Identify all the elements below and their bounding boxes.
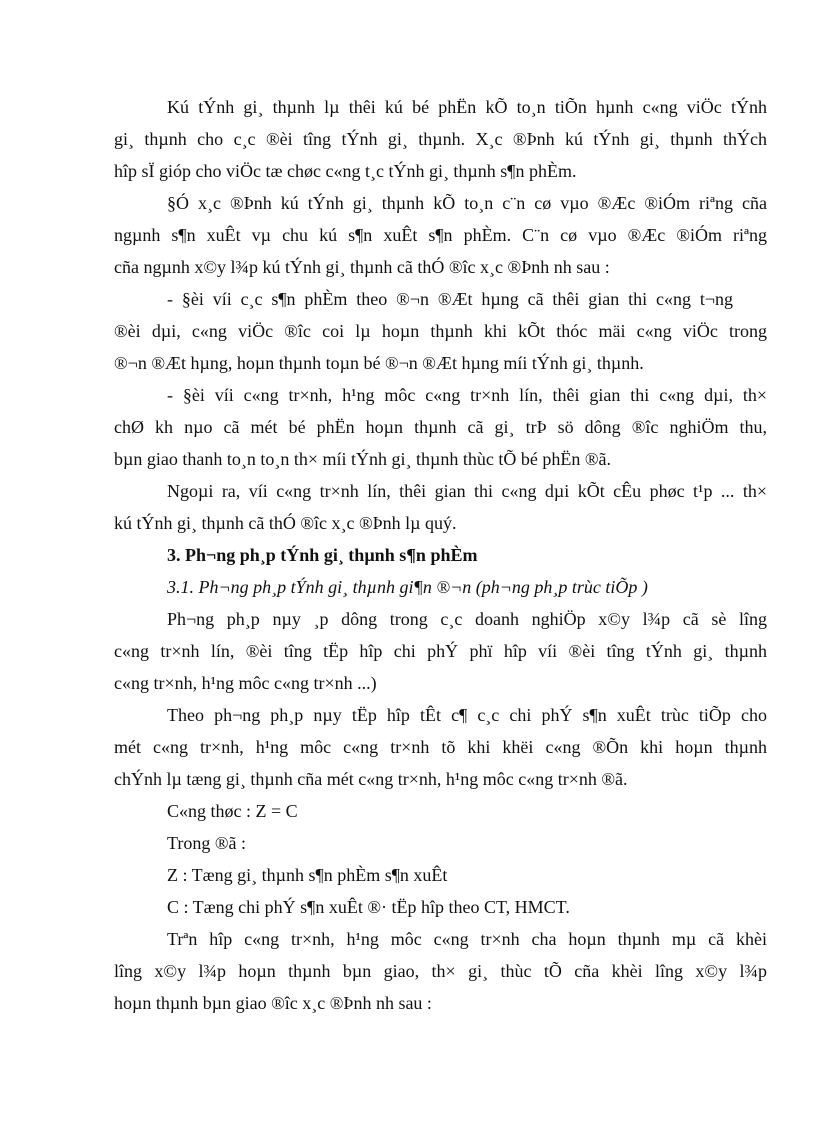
paragraph-line: c«ng tr×nh, h¹ng môc c«ng tr×nh ...) <box>114 673 377 693</box>
paragraph-line: Trong ®ã : <box>167 833 247 853</box>
paragraph-line: ngµnh s¶n xuÊt vµ chu kú s¶n xuÊt s¶n phÈm. C¨n cø vµo ®Æc ®iÓm riªng <box>114 225 767 245</box>
paragraph-line: c«ng tr×nh lín, ®èi tîng tËp hîp chi phÝ phï hîp víi ®èi tîng tÝnh gi¸ thµnh <box>114 641 767 661</box>
formula-line: C«ng thøc : Z = C <box>167 801 298 821</box>
paragraph-line: - §èi víi c«ng tr×nh, h¹ng môc c«ng tr×nh lín, thêi gian thi c«ng dµi, th× <box>167 385 767 405</box>
paragraph-line: cña ngµnh x©y l¾p kú tÝnh gi¸ thµnh cã thÓ ®îc x¸c ®Þnh nh sau : <box>114 257 610 277</box>
paragraph-line: kú tÝnh gi¸ thµnh cã thÓ ®îc x¸c ®Þnh lµ quý. <box>114 513 457 533</box>
definition-line: Z : Tæng gi¸ thµnh s¶n phÈm s¶n xuÊt <box>167 865 448 885</box>
paragraph-line: chÝnh lµ tæng gi¸ thµnh cña mét c«ng tr×nh, h¹ng môc c«ng tr×nh ®ã. <box>114 769 628 789</box>
paragraph-line: bµn giao thanh to¸n to¸n th× míi tÝnh gi¸ thµnh thùc tÕ bé phËn ®ã. <box>114 449 612 469</box>
paragraph-line: gi¸ thµnh cho c¸c ®èi tîng tÝnh gi¸ thµnh. X¸c ®Þnh kú tÝnh gi¸ thµnh thÝch <box>114 129 767 149</box>
subsection-heading: 3.1. Ph¬ng ph¸p tÝnh gi¸ thµnh gi¶n ®¬n (ph¬ng ph¸p trùc tiÕp ) <box>167 577 648 597</box>
paragraph-line: Trªn hîp c«ng tr×nh, h¹ng môc c«ng tr×nh cha hoµn thµnh mµ cã khèi <box>167 929 767 949</box>
definition-line: C : Tæng chi phÝ s¶n xuÊt ®· tËp hîp theo CT, HMCT. <box>167 897 570 917</box>
paragraph-line: mét c«ng tr×nh, h¹ng môc c«ng tr×nh tõ khi khëi c«ng ®Õn khi hoµn thµnh <box>114 737 767 757</box>
section-heading: 3. Ph¬ng ph¸p tÝnh gi¸ thµnh s¶n phÈm <box>167 545 478 565</box>
paragraph-line: ®¬n ®Æt hµng, hoµn thµnh toµn bé ®¬n ®Æt hµng míi tÝnh gi¸ thµnh. <box>114 353 644 373</box>
paragraph-line: ®èi dµi, c«ng viÖc ®îc coi lµ hoµn thµnh khi kÕt thóc mäi c«ng viÖc trong <box>114 321 767 341</box>
paragraph-line: Theo ph¬ng ph¸p nµy tËp hîp tÊt c¶ c¸c chi phÝ s¶n xuÊt trùc tiÕp cho <box>167 705 767 725</box>
paragraph-line: - §èi víi c¸c s¶n phÈm theo ®¬n ®Æt hµng cã thêi gian thi c«ng t¬ng <box>167 289 733 309</box>
paragraph-line: Ngoµi ra, víi c«ng tr×nh lín, thêi gian thi c«ng dµi kÕt cÊu phøc t¹p ... th× <box>167 481 767 501</box>
paragraph-line: hîp sÏ gióp cho viÖc tæ chøc c«ng t¸c tÝnh gi¸ thµnh s¶n phÈm. <box>114 161 577 181</box>
paragraph-line: Ph¬ng ph¸p nµy ¸p dông trong c¸c doanh nghiÖp x©y l¾p cã sè lîng <box>167 609 767 629</box>
paragraph-line: hoµn thµnh bµn giao ®îc x¸c ®Þnh nh sau : <box>114 993 432 1013</box>
paragraph-line: chØ kh nµo cã mét bé phËn hoµn thµnh cã gi¸ trÞ sö dông ®îc nghiÖm thu, <box>114 417 767 437</box>
paragraph-line: §Ó x¸c ®Þnh kú tÝnh gi¸ thµnh kÕ to¸n c¨n cø vµo ®Æc ®iÓm riªng cña <box>167 193 767 213</box>
paragraph-line: lîng x©y l¾p hoµn thµnh bµn giao, th× gi¸ thùc tÕ cña khèi lîng x©y l¾p <box>114 961 767 981</box>
paragraph-line: Kú tÝnh gi¸ thµnh lµ thêi kú bé phËn kÕ to¸n tiÕn hµnh c«ng viÖc tÝnh <box>167 97 767 117</box>
